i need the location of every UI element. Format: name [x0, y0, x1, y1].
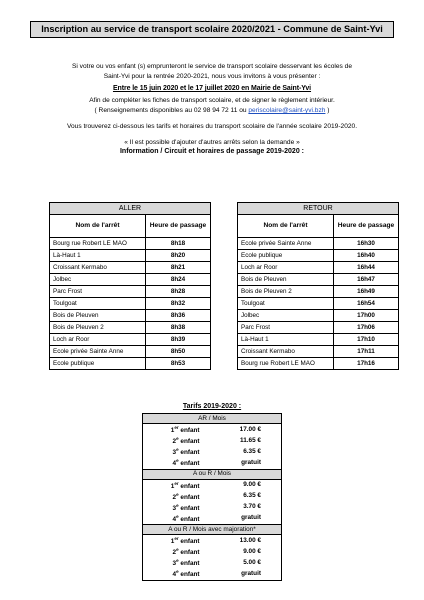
- tarif-price: 17.00 €: [212, 424, 282, 436]
- stop-name: Là-Haut 1: [50, 250, 146, 262]
- stop-name: Bois de Pleuven: [238, 274, 334, 286]
- stop-name: Bois de Pleuven 2: [50, 322, 146, 334]
- stop-name: Jolbec: [50, 274, 146, 286]
- rank-number: 3: [172, 504, 177, 512]
- tarif-section-name: AR / Mois: [143, 414, 282, 424]
- registration-dates: Entre le 15 juin 2020 et le 17 juillet 2020 en Mairie de Saint-Yvi: [112, 85, 312, 92]
- rank-suffix: e: [176, 436, 179, 442]
- tarif-price: 9.00 €: [212, 479, 282, 491]
- rank-label: enfant: [180, 571, 200, 579]
- stop-name: Bois de Pleuven: [50, 310, 146, 322]
- contact-suffix: ): [325, 107, 330, 114]
- rank-suffix: er: [174, 536, 179, 541]
- child-rank: [143, 513, 212, 525]
- tarif-price: gratuit: [212, 513, 282, 525]
- rank-number: 4: [172, 516, 177, 523]
- tarif-price: 13.00 €: [212, 535, 282, 547]
- rank-suffix: e: [176, 547, 179, 553]
- stop-time: 8h21: [146, 262, 211, 274]
- table-row: [50, 298, 211, 310]
- tarif-price: gratuit: [212, 568, 282, 580]
- child-rank: [143, 557, 212, 568]
- retour-table: [237, 202, 399, 370]
- stop-name: Parc Frost: [238, 322, 334, 334]
- stop-time: 8h24: [146, 274, 211, 286]
- rank-label: enfant: [180, 438, 200, 446]
- rank-label: enfant: [180, 482, 200, 490]
- tarif-row: [143, 568, 282, 580]
- stop-time: 8h53: [146, 358, 211, 370]
- intro-line-6: Vous trouverez ci-dessous les tarifs et horaires du transport scolaire de l'année scolaire 2019-2020.: [66, 123, 358, 130]
- table-row: [238, 358, 399, 370]
- retour-title: RETOUR: [238, 203, 399, 215]
- table-row: [50, 238, 211, 250]
- stop-time: 8h39: [146, 334, 211, 346]
- tarif-row: [143, 446, 282, 457]
- stop-time: 8h18: [146, 238, 211, 250]
- tarif-price: 6.35 €: [212, 446, 282, 457]
- tarif-row: [143, 557, 282, 568]
- stop-time: 16h30: [334, 238, 399, 250]
- table-row: [238, 310, 399, 322]
- tarif-section-header: [143, 414, 282, 424]
- table-row: [238, 286, 399, 298]
- table-row: [50, 358, 211, 370]
- rank-label: enfant: [180, 504, 200, 512]
- tarif-price: 9.00 €: [212, 546, 282, 557]
- stop-name: Bois de Pleuven 2: [238, 286, 334, 298]
- intro-line-4: Afin de compléter les fiches de transport scolaire, et de signer le règlement intérieur.: [89, 97, 335, 104]
- table-row: [50, 286, 211, 298]
- rank-label: enfant: [180, 549, 200, 557]
- tarif-row: [143, 491, 282, 502]
- tarif-section-header: [143, 525, 282, 535]
- stop-name: Ecole privée Sainte Anne: [238, 238, 334, 250]
- child-rank: [143, 435, 212, 446]
- stop-time: 17h16: [334, 358, 399, 370]
- tarif-row: [143, 546, 282, 557]
- table-row: [238, 238, 399, 250]
- rank-suffix: e: [176, 569, 179, 575]
- child-rank: [143, 546, 212, 557]
- stop-time: 8h32: [146, 298, 211, 310]
- rank-suffix: er: [174, 480, 179, 486]
- stop-time: 8h38: [146, 322, 211, 334]
- contact-info: [20, 106, 404, 115]
- stop-time: 16h40: [334, 250, 399, 262]
- tarif-row: [143, 457, 282, 469]
- stop-name: Ecole privée Sainte Anne: [50, 346, 146, 358]
- rank-label: enfant: [180, 538, 200, 546]
- retour-col-stop: Nom de l'arrêt: [238, 215, 334, 238]
- stop-time: 17h00: [334, 310, 399, 322]
- stop-time: 16h49: [334, 286, 399, 298]
- stop-name: Bourg rue Robert LE MAO: [238, 358, 334, 370]
- stop-name: Toulgoat: [50, 298, 146, 310]
- tarif-section-name: A ou R / Mois: [143, 469, 282, 479]
- intro-line-7: « Il est possible d'ajouter d'autres arrêts selon la demande »: [124, 139, 300, 146]
- intro-line-1: Si votre ou vos enfant (s) emprunteront le service de transport scolaire desservant les écoles de: [71, 63, 352, 70]
- table-row: [50, 334, 211, 346]
- rank-number: 2: [172, 438, 177, 446]
- child-rank: [143, 424, 212, 436]
- stop-name: Loch ar Roor: [238, 262, 334, 274]
- table-row: [238, 262, 399, 274]
- rank-suffix: e: [176, 513, 179, 519]
- tarifs-heading: Tarifs 2019-2020 :: [182, 403, 242, 410]
- rank-number: 2: [172, 549, 177, 557]
- stop-name: Loch ar Roor: [50, 334, 146, 346]
- stop-name: Croissant Kermabo: [50, 262, 146, 274]
- table-row: [50, 346, 211, 358]
- rank-label: enfant: [180, 516, 200, 523]
- tarif-row: [143, 435, 282, 446]
- table-row: [50, 274, 211, 286]
- rank-number: 4: [172, 460, 177, 468]
- tarif-price: 6.35 €: [212, 491, 282, 502]
- stop-time: 17h06: [334, 322, 399, 334]
- rank-label: enfant: [180, 560, 200, 568]
- rank-number: 1: [170, 538, 175, 546]
- child-rank: [143, 502, 212, 513]
- child-rank: [143, 491, 212, 502]
- stop-time: 17h10: [334, 334, 399, 346]
- stop-name: Croissant Kermabo: [238, 346, 334, 358]
- child-rank: [143, 568, 212, 580]
- aller-col-stop: Nom de l'arrêt: [50, 215, 146, 238]
- section-heading-circuit: Information / Circuit et horaires de passage 2019-2020 :: [119, 148, 304, 155]
- contact-prefix: ( Renseignements disponibles au 02 98 94 72 11 ou: [94, 107, 249, 114]
- tarif-price: 5.00 €: [212, 557, 282, 568]
- table-row: [50, 310, 211, 322]
- tarif-row: [143, 424, 282, 436]
- table-row: [238, 334, 399, 346]
- rank-suffix: e: [176, 458, 179, 464]
- rank-suffix: e: [176, 558, 179, 564]
- tarif-row: [143, 513, 282, 525]
- tarif-section-name: A ou R / Mois avec majoration*: [143, 525, 282, 535]
- stop-time: 8h50: [146, 346, 211, 358]
- rank-label: enfant: [180, 427, 200, 435]
- stop-time: 16h44: [334, 262, 399, 274]
- rank-suffix: e: [176, 491, 179, 497]
- stop-time: 16h47: [334, 274, 399, 286]
- table-row: [50, 322, 211, 334]
- retour-col-time: Heure de passage: [334, 215, 399, 238]
- rank-label: enfant: [180, 493, 200, 501]
- rank-number: 3: [172, 560, 177, 568]
- stop-name: Là-Haut 1: [238, 334, 334, 346]
- tarif-row: [143, 479, 282, 491]
- rank-number: 1: [170, 482, 175, 490]
- rank-number: 3: [172, 449, 177, 457]
- stop-name: Ecole publique: [50, 358, 146, 370]
- stop-time: 8h20: [146, 250, 211, 262]
- intro-line-2: Saint-Yvi pour la rentrée 2020-2021, nous vous invitons à vous présenter :: [103, 73, 321, 80]
- table-row: [238, 298, 399, 310]
- rank-suffix: er: [174, 425, 179, 430]
- email-link[interactable]: periscolaire@saint-yvi.bzh: [248, 107, 326, 114]
- aller-table: [49, 202, 211, 370]
- rank-number: 1: [170, 427, 175, 435]
- rank-suffix: e: [176, 502, 179, 508]
- aller-col-time: Heure de passage: [146, 215, 211, 238]
- table-row: [50, 262, 211, 274]
- tarif-price: 3.70 €: [212, 502, 282, 513]
- tarif-row: [143, 502, 282, 513]
- child-rank: [143, 479, 212, 491]
- stop-time: 8h36: [146, 310, 211, 322]
- stop-time: 16h54: [334, 298, 399, 310]
- page-title: Inscription au service de transport scolaire 2020/2021 - Commune de Saint-Yvi: [30, 21, 394, 38]
- table-row: [238, 274, 399, 286]
- tarif-row: [143, 535, 282, 547]
- tarif-price: 11.65 €: [212, 435, 282, 446]
- tarifs-table: [142, 413, 282, 581]
- rank-number: 2: [172, 493, 177, 501]
- rank-label: enfant: [180, 460, 200, 468]
- table-row: [50, 250, 211, 262]
- rank-suffix: e: [176, 447, 179, 453]
- tarif-section-header: [143, 469, 282, 479]
- table-row: [238, 250, 399, 262]
- stop-time: 8h28: [146, 286, 211, 298]
- child-rank: [143, 535, 212, 547]
- stop-name: Bourg rue Robert LE MAO: [50, 238, 146, 250]
- tarif-price: gratuit: [212, 457, 282, 469]
- child-rank: [143, 457, 212, 469]
- rank-number: 4: [172, 571, 177, 579]
- table-row: [238, 346, 399, 358]
- stop-name: Parc Frost: [50, 286, 146, 298]
- rank-label: enfant: [180, 449, 200, 457]
- stop-name: Jolbec: [238, 310, 334, 322]
- stop-name: Ecole publique: [238, 250, 334, 262]
- child-rank: [143, 446, 212, 457]
- stop-name: Toulgoat: [238, 298, 334, 310]
- aller-title: ALLER: [50, 203, 211, 215]
- stop-time: 17h11: [334, 346, 399, 358]
- table-row: [238, 322, 399, 334]
